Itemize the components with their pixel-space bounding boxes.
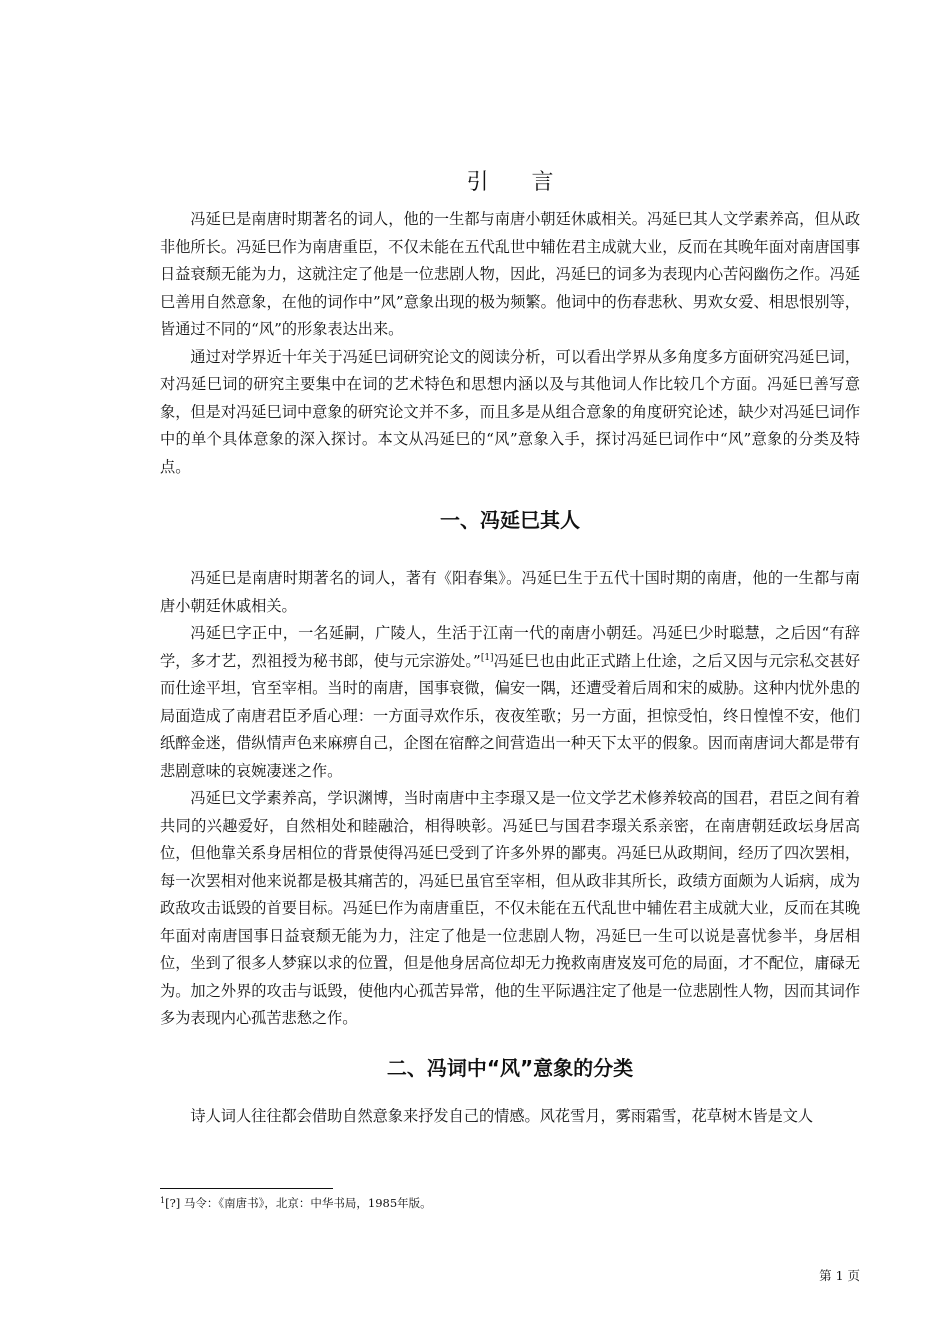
- section-1-paragraph-3: 冯延巳文学素养高，学识渊博，当时南唐中主李璟又是一位文学艺术修养较高的国君，君臣之间有着共同的兴趣爱好，自然相处和睦融洽，相得映彰。冯延巳与国君李璟关系亲密，在南唐朝廷政坛身居高位，但他靠关系身居相位的背景使得冯延巳受到了许多外界的鄙夷。冯延巳从政期间，经历了四次罢相，每一次罢相对他来说都是极其痛苦的，冯延巳虽官至宰相，但从政非其所长，政绩方面颇为人诟病，成为政敌攻击诋毁的首要目标。冯延巳作为南唐重臣，不仅未能在五代乱世中辅佐君主成就大业，反而在其晚年面对南唐国事日益衰颓无能为力，注定了他是一位悲剧人物，冯延巳一生可以说是喜忧参半，身居相位，坐到了很多人梦寐以求的位置，但是他身居高位却无力挽救南唐岌岌可危的局面，才不配位，庸碌无为。加之外界的攻击与诋毁，使他内心孤苦异常，他的生平际遇注定了他是一位悲剧性人物，因而其词作多为表现内心孤苦悲愁之作。: [160, 789, 860, 1027]
- citation-ref-1[interactable]: [1]: [480, 652, 494, 663]
- footnote: [160, 1195, 432, 1211]
- intro-paragraph-2: 通过对学界近十年关于冯延巳词研究论文的阅读分析，可以看出学界从多角度多方面研究冯延巳词，对冯延巳词的研究主要集中在词的艺术特色和思想内涵以及与其他词人作比较几个方面。冯延巳善写意象，但是对冯延巳词中意象的研究论文并不多，而且多是从组合意象的角度研究论述，缺少对冯延巳词作中的单个具体意象的深入探讨。本文从冯延巳的“风”意象入手，探讨冯延巳词作中“风”意象的分类及特点。: [160, 347, 860, 476]
- section-2-paragraph-1: 诗人词人往往都会借助自然意象来抒发自己的情感。风花雪月，雾雨霜雪，花草树木皆是文人: [190, 1106, 814, 1125]
- footnote-marker: 1: [160, 1196, 166, 1205]
- section-1-paragraph-1: 冯延巳是南唐时期著名的词人，著有《阳春集》。冯延巳生于五代十国时期的南唐，他的一生都与南唐小朝廷休戚相关。: [160, 569, 860, 615]
- section-1-paragraph-2: [160, 620, 860, 785]
- section-2-heading: 二、冯词中“风”意象的分类: [386, 1055, 634, 1080]
- footnote-separator: [160, 1188, 333, 1189]
- section-1-heading: 一、冯延巳其人: [440, 508, 580, 532]
- section-1-paragraph-2-text-b: 冯延巳也由此正式踏上仕途，之后又因与元宗私交甚好而仕途平坦，官至宰相。当时的南唐，国事衰微，偏安一隅，还遭受着后周和宋的威胁。这种内忧外患的局面造成了南唐君臣矛盾心理：一方面寻欢作乐，夜夜笙歌；另一方面，担惊受怕，终日惶惶不安，他们纸醉金迷，借纵情声色来麻痹自己，企图在宿醉之间营造出一种天下太平的假象。因而南唐词大都是带有悲剧意味的哀婉凄迷之作。: [160, 651, 861, 780]
- footnote-text: [?] 马令：《南唐书》，北京：中华书局，1985年版。: [165, 1196, 432, 1210]
- section-1-paragraph-2-text-a: 冯延巳字正中，一名延嗣，广陵人，生活于江南一代的南唐小朝廷。冯延巳少时聪慧，之后因“有辞学，多才艺，烈祖授为秘书郎，使与元宗游处。”: [160, 624, 860, 670]
- intro-paragraph-1: 冯延巳是南唐时期著名的词人，他的一生都与南唐小朝廷休戚相关。冯延巳其人文学素养高，但从政非他所长。冯延巳作为南唐重臣，不仅未能在五代乱世中辅佐君主成就大业，反而在其晚年面对南唐国事日益衰颓无能为力，这就注定了他是一位悲剧人物，因此，冯延巳的词多为表现内心苦闷幽伤之作。冯延巳善用自然意象，在他的词作中”风”意象出现的极为频繁。他词中的伤春悲秋、男欢女爱、相思恨别等，皆通过不同的“风”的形象表达出来。: [160, 210, 860, 338]
- intro-heading: 引 言: [466, 170, 572, 195]
- body-content: [160, 166, 860, 1130]
- page-number: 第 1 页: [819, 1268, 860, 1283]
